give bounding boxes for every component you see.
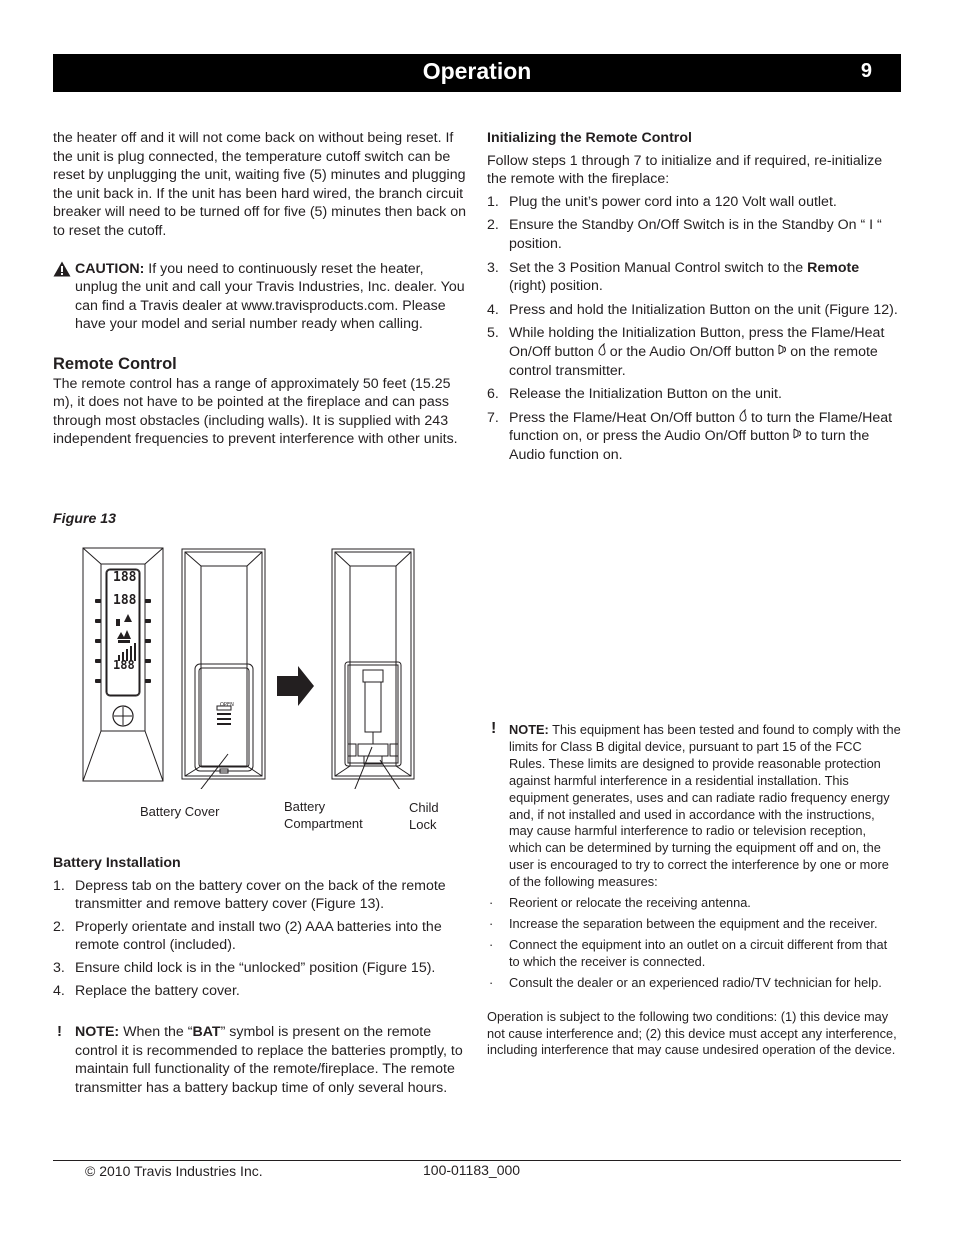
init-step [487, 216, 899, 253]
intro-paragraph: the heater off and it will not come back on without being reset. If the unit is plug connected, the temperature cutoff switch can be reset by unplugging the unit, waiting five (5) minutes and plugging the unit back in. If the unit has been hard wired, the branch circuit breaker will need to be turned off for five (5) minutes then back on to reset the cutoff. [53, 130, 466, 239]
step-text: or the Audio On/Off button [605, 343, 779, 360]
left-column-top [53, 129, 467, 449]
step-text: to turn the Flame/Heat function on, or press the Audio On/Off button [509, 409, 893, 445]
footer-doc-number: 100-01183_000 [423, 1162, 521, 1178]
step-number: 2. [53, 918, 65, 935]
init-step [487, 324, 899, 380]
bullet-dot: · [489, 895, 494, 911]
step-number: 4. [487, 301, 499, 318]
fcc-measure-item [487, 937, 901, 971]
note-label: NOTE: [75, 1024, 120, 1041]
lcd-digits-row-1: 188 [113, 570, 137, 585]
step-text: on the remote control transmitter. [509, 343, 878, 379]
flame-button-icon [739, 409, 747, 422]
fcc-note-label: NOTE: [509, 722, 549, 737]
caution-text: If you need to continuously reset the heater, unplug the unit and call your Travis Industries, Inc. dealer. You can find a Travis dealer at www.travisproducts.com. Please have your model and serial number ready when calling. [75, 260, 465, 333]
step-text: Press and hold the Initialization Button on the unit (Figure 12). [509, 301, 898, 318]
fcc-exclamation-icon: ! [491, 720, 497, 737]
note-bat-symbol: BAT [192, 1024, 221, 1041]
step-number: 7. [487, 409, 499, 426]
init-step [487, 409, 899, 465]
remote-diagram [80, 544, 420, 789]
step-text: Release the Initialization Button on the unit. [509, 386, 782, 403]
lcd-digits-row-2: 188 [113, 593, 137, 608]
section-title: Operation [422, 58, 532, 84]
measure-text: Increase the separation between the equipment and the receiver. [509, 915, 878, 931]
label-child-lock [409, 800, 439, 833]
section-header-bar [53, 54, 901, 92]
warning-icon [53, 261, 71, 277]
fcc-measure-item [487, 975, 901, 992]
remote-open-drawing [332, 549, 414, 779]
step-text: (right) position. [509, 278, 603, 295]
step-text: Ensure the Standby On/Off Switch is in the Standby On “ I “ position. [509, 217, 882, 252]
init-steps-list [487, 193, 899, 465]
step-number: 3. [487, 259, 499, 276]
step-text: to turn the Audio function on. [509, 428, 870, 463]
step-text: Replace the battery cover. [75, 982, 240, 999]
footer-divider [53, 1160, 901, 1161]
step-number: 6. [487, 386, 499, 403]
fcc-measure-item [487, 916, 901, 933]
fcc-measures-list [487, 895, 901, 992]
battery-note [53, 1023, 469, 1097]
step-number: 3. [53, 959, 65, 976]
bullet-dot: · [489, 936, 494, 952]
init-intro: Follow steps 1 through 7 to initialize and if required, re-initialize the remote with the fireplace: [487, 152, 883, 188]
label-child-lock-line-2: Lock [409, 816, 437, 832]
lcd-digits-row-3: 188 [113, 658, 135, 672]
battery-installation-heading: Battery Installation [53, 855, 181, 871]
bullet-dot: · [489, 974, 494, 990]
footer-copyright: © 2010 Travis Industries Inc. [85, 1163, 263, 1179]
step-text: While holding the Initialization Button, press the Flame/Heat On/Off button [509, 325, 885, 360]
init-step [487, 301, 899, 320]
battery-step [53, 877, 469, 914]
note-text-post: ” symbol is present on the remote control it is recommended to replace the batteries promptly, to maintain full functionality of the remote/fireplace. The remote transmitter has a battery backup time of only several hours. [75, 1024, 463, 1096]
step-text: Properly orientate and install two (2) AAA batteries into the remote control (included). [75, 918, 442, 954]
remote-back-drawing [182, 549, 265, 779]
label-battery-compartment [284, 799, 363, 832]
page-number: 9 [860, 60, 872, 82]
caution-label: CAUTION: [75, 260, 145, 277]
leader-lines [188, 747, 408, 789]
note-exclamation-icon: ! [57, 1023, 62, 1041]
fcc-notice [487, 722, 901, 1059]
battery-steps-list [53, 877, 469, 1001]
step-number: 5. [487, 325, 499, 342]
remote-position-label: Remote [807, 259, 860, 276]
open-tab-text: OPEN [220, 702, 234, 708]
battery-step [53, 959, 469, 978]
left-column-bottom [53, 854, 469, 1098]
battery-step [53, 918, 469, 955]
init-step [487, 385, 899, 404]
measure-text: Consult the dealer or an experienced radio/TV technician for help. [509, 974, 882, 990]
remote-control-paragraph: The remote control has a range of approximately 50 feet (15.25 m), it does not have to be pointed at the fireplace and can pass through most obstacles (including walls). It is supplied with 243 independent frequencies to prevent interference with other units. [53, 375, 458, 448]
step-number: 2. [487, 217, 499, 234]
label-battery-compartment-line-2: Compartment [284, 815, 363, 831]
label-child-lock-line-1: Child [409, 800, 439, 815]
battery-step [53, 982, 469, 1001]
caution-block [53, 260, 467, 334]
init-step [487, 259, 899, 296]
remote-control-heading: Remote Control [53, 354, 177, 373]
label-battery-compartment-line-1: Battery [284, 799, 326, 814]
init-heading: Initializing the Remote Control [487, 130, 692, 146]
step-text: Plug the unit’s power cord into a 120 Volt wall outlet. [509, 193, 837, 210]
figure-caption: Figure 13 [53, 511, 117, 527]
step-text: Set the 3 Position Manual Control switch to the [509, 259, 808, 276]
flame-button-icon [598, 343, 606, 356]
operation-conditions: Operation is subject to the following two conditions: (1) this device may not cause interference and; (2) this device must accept any interference, including interference that may cause undesired operation of the device. [487, 1008, 897, 1058]
fcc-note-text: This equipment has been tested and found to comply with the limits for Class B digital device, pursuant to part 15 of the FCC Rules. These limits are designed to provide reasonable protection against harmful interference in a residential installation. This equipment generates, uses and can radiate radio frequency energy and, if not installed and used in accordance with the instructions, may cause harmful interference to radio or television reception, which can be determined by turning the equipment off and on, the user is encouraged to try to correct the interference by one or more of the following measures: [509, 722, 901, 890]
init-step [487, 193, 899, 212]
right-column-top [487, 129, 899, 465]
arrow-shape [277, 666, 314, 706]
step-text: Ensure child lock is in the “unlocked” position (Figure 15). [75, 959, 436, 976]
step-number: 1. [53, 877, 65, 894]
step-number: 1. [487, 193, 499, 210]
step-text: Press the Flame/Heat On/Off button [509, 409, 739, 426]
fcc-measure-item [487, 895, 901, 912]
fcc-note [487, 722, 901, 891]
measure-text: Connect the equipment into an outlet on a circuit different from that to which the receiver is connected. [509, 936, 888, 969]
measure-text: Reorient or relocate the receiving antenna. [509, 895, 751, 911]
label-battery-cover: Battery Cover [140, 804, 220, 819]
bullet-dot: · [489, 915, 494, 931]
note-text-pre: When the “ [119, 1024, 193, 1041]
step-text: Depress tab on the battery cover on the back of the remote transmitter and remove battery cover (Figure 13). [75, 877, 446, 913]
step-number: 4. [53, 982, 65, 999]
